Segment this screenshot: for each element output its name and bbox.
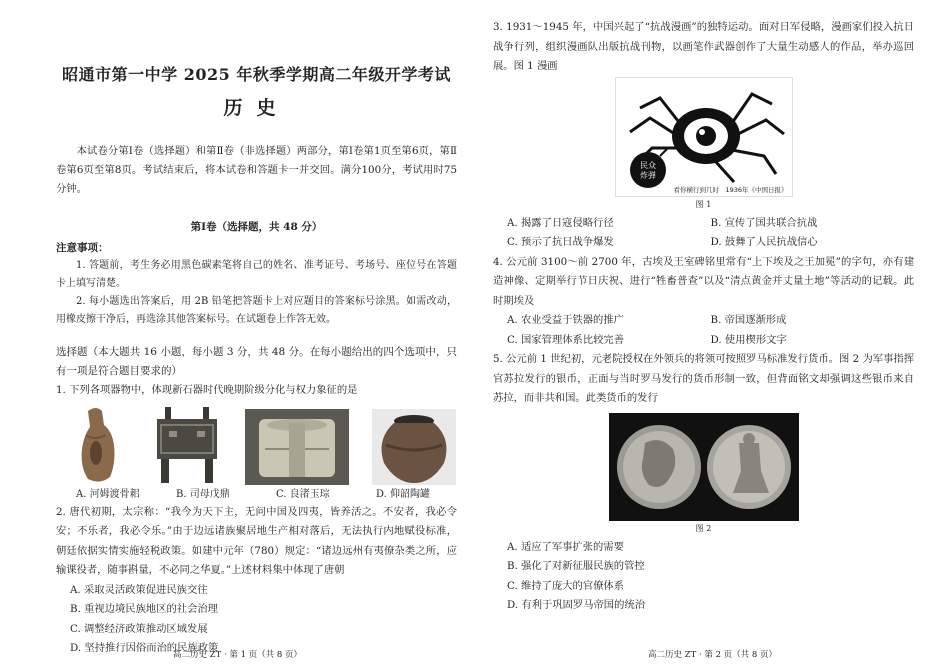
question-2-option-b: B. 重视边境民族地区的社会治理 xyxy=(70,603,218,615)
question-2-option-c: C. 调整经济政策推动区域发展 xyxy=(70,622,208,635)
figure-2-label: 图 2 xyxy=(695,523,712,533)
notice-item-1: 1. 答题前，考生务必用黑色碳素笔将自己的姓名、准考证号、考场号、座位号在答题卡上填写清楚。 xyxy=(56,260,457,289)
question-5-option-d: D. 有利于巩固罗马帝国的统治 xyxy=(507,599,645,611)
question-4-options xyxy=(493,311,914,350)
exam-intro: 本试卷分第Ⅰ卷（选择题）和第Ⅱ卷（非选择题）两部分，第Ⅰ卷第1页至第6页，第Ⅱ卷第6页至第8页。考试结束后，将本试卷和答题卡一并交回。满分100分，考试用时75分钟。 xyxy=(56,145,457,195)
figure-1-label: 图 1 xyxy=(695,199,712,209)
pottery-jar-image xyxy=(372,409,456,485)
exam-title: 昭通市第一中学 2025 年秋季学期高二年级开学考试 xyxy=(62,65,451,84)
question-2-stem: 2. 唐代初期，太宗称：“我今为天下主，无问中国及四夷，皆养活之。不安者，我必令安；不乐者，我必令乐。”由于边远诸族聚居地生产相对落后，无法执行内地赋役标准，朝廷依据实情实施轻税政策。如建中元年（780）规定：“诸边远州有夷僚杂类之所，应输课役者，随事斟量，不必同之华夏。”上述材料集中体现了唐朝 xyxy=(56,505,457,576)
question-5-option-a: A. 适应了军事扩张的需要 xyxy=(507,540,624,553)
question-4-option-a: A. 农业受益于铁器的推广 xyxy=(507,314,624,326)
question-5-option-c: C. 维持了庞大的官僚体系 xyxy=(507,579,625,592)
question-1 xyxy=(56,381,457,503)
question-1-captions xyxy=(76,487,476,503)
option-c-caption: C. 良渚玉琮 xyxy=(276,488,330,500)
crab-cartoon-image xyxy=(616,78,792,196)
question-3-stem: 3. 1931～1945 年，中国兴起了“抗战漫画”的独特运动。面对日军侵略，漫画家们投入抗日战争行列，组织漫画队出版抗战刊物，以画笔作武器创作了大量生动感人的作品，举办巡回展。图 1 漫画 xyxy=(493,21,914,72)
question-5-option-b: B. 强化了对新征服民族的管控 xyxy=(507,560,645,572)
roman-coins-image xyxy=(609,413,799,521)
subject-title: 历史 xyxy=(223,97,290,119)
notice-item-2: 2. 每小题选出答案后，用 2B 铅笔把答题卡上对应题目的答案标号涂黑。如需改动，用橡皮擦干净后，再选涂其他答案标号。在试题卷上作答无效。 xyxy=(56,296,457,325)
question-1-images xyxy=(66,405,456,485)
question-3-option-b: B. 宣传了国共联合抗战 xyxy=(710,216,818,229)
question-3-option-a: A. 揭露了日寇侵略行径 xyxy=(507,216,614,229)
question-3-option-c: C. 预示了抗日战争爆发 xyxy=(507,236,614,248)
page-right xyxy=(475,0,950,672)
notice-heading: 注意事项： xyxy=(56,242,109,254)
anti-war-cartoon xyxy=(615,77,793,197)
question-4-option-c: C. 国家管理体系比较完善 xyxy=(507,333,625,346)
option-a-caption: A. 河姆渡骨耜 xyxy=(76,488,140,500)
question-2 xyxy=(56,503,457,659)
question-2-option-d: D. 坚持推行因俗而治的民族政策 xyxy=(70,642,219,654)
section-heading: 第Ⅰ卷（选择题，共 48 分） xyxy=(190,221,323,233)
question-5 xyxy=(493,350,914,616)
question-4-option-b: B. 帝国逐渐形成 xyxy=(710,314,787,326)
question-4-option-d: D. 使用楔形文字 xyxy=(710,333,787,346)
page-footer-left: 高二历史 ZT · 第 1 页（共 8 页） xyxy=(172,650,302,660)
question-3 xyxy=(493,18,914,253)
option-b-caption: B. 司母戊鼎 xyxy=(176,488,230,500)
cartoon-caption: 看你横行到几时 1936年《中国日报》 xyxy=(673,185,788,194)
page-footer-right: 高二历史 ZT · 第 2 页（共 8 页） xyxy=(647,650,777,660)
question-3-options xyxy=(493,214,914,253)
question-1-stem: 1. 下列各项器物中，体现新石器时代晚期阶级分化与权力象征的是 xyxy=(56,384,358,396)
jade-cong-image xyxy=(245,409,349,485)
bone-spade-image xyxy=(66,405,128,485)
question-4 xyxy=(493,253,914,351)
bomb-label: 民众 xyxy=(639,160,656,170)
question-5-stem: 5. 公元前 1 世纪初，元老院授权在外领兵的将领可按照罗马标准发行货币。图 2 为军事指挥官苏拉发行的银币，正面与当时罗马发行的货币形制一致，但背面铭文却强调这些银币来自苏拉，而非共和国。此类货币的发行 xyxy=(493,353,914,404)
choice-section-heading: 选择题（本大题共 16 小题，每小题 3 分，共 48 分。在每小题给出的四个选项中，只有一项是符合题目要求的） xyxy=(56,346,457,377)
question-2-option-a: A. 采取灵活政策促进民族交往 xyxy=(70,583,208,596)
option-d-caption: D. 仰韶陶罐 xyxy=(376,488,431,500)
question-4-stem: 4. 公元前 3100～前 2700 年，古埃及王室碑铭里常有“上下埃及之王加冕”的字句，亦有建造神像、定期举行节日庆祝、进行“牲畜普查”以及“清点黄金并丈量土地”等活动的记载。此时期埃及 xyxy=(493,255,914,307)
bomb-label-2: 炸弹 xyxy=(639,170,656,180)
question-3-option-d: D. 鼓舞了人民抗战信心 xyxy=(710,236,818,248)
bronze-ding-image xyxy=(151,405,223,485)
